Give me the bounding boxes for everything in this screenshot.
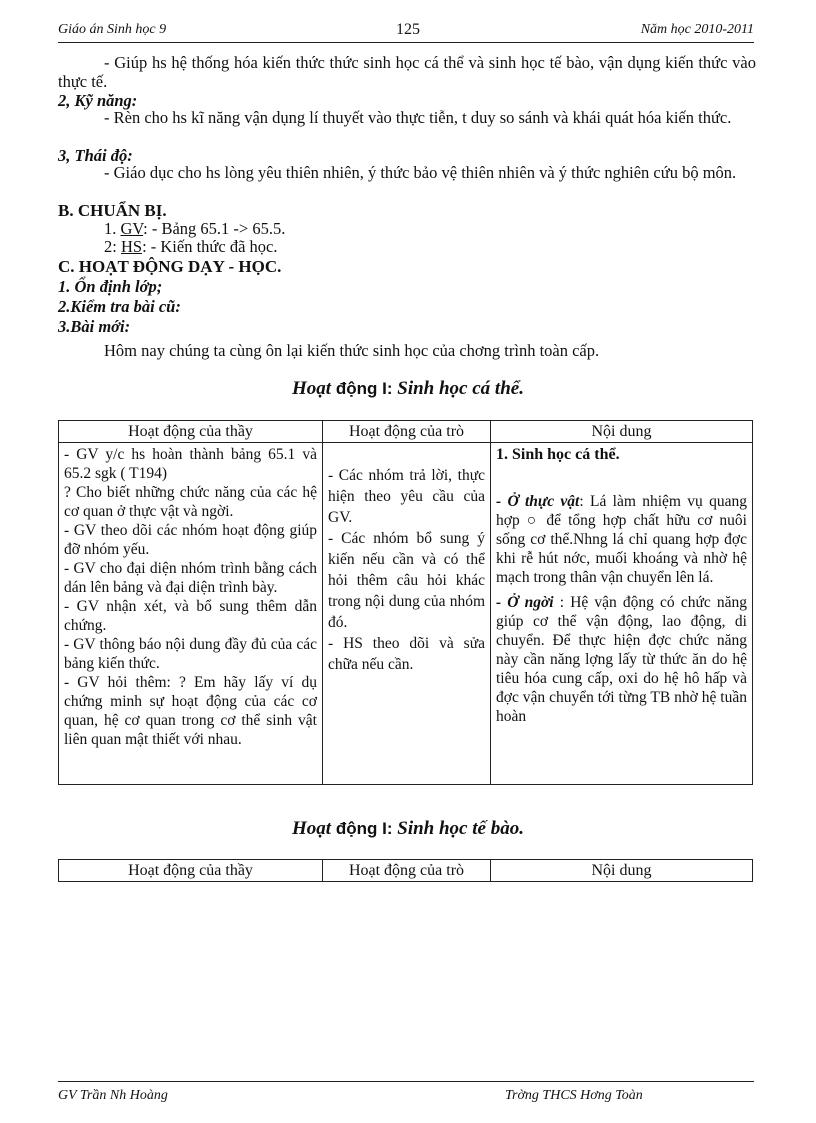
activity-1-table	[58, 420, 753, 785]
step-1-heading: 1. Ổn định lớp;	[58, 277, 163, 296]
footer-rule	[58, 1081, 754, 1082]
prep-item-teacher: 1. GV: - Bảng 65.1 -> 65.5.	[104, 219, 286, 238]
plant-paragraph: - Ở thực vật: Lá làm nhiệm vụ quang hợp ○ để tổng hợp chất hữu cơ nuôi sống cơ thể.Nhng lá chỉ quang hợp đợc khi rễ hút nớc, muối khoáng và nhờ hệ mạch trong thân vận chuyển lên lá.	[496, 493, 747, 586]
col-header-content: Nội dung	[491, 421, 753, 443]
col-header-teacher: Hoạt động của thầy	[59, 421, 323, 443]
attitude-heading: 3, Thái độ:	[58, 146, 133, 165]
col-header-student: Hoạt động của trò	[323, 421, 491, 443]
lesson-intro-text: Hôm nay chúng ta cùng ôn lại kiến thức sinh học của chơng trình toàn cấp.	[104, 341, 600, 360]
footer-teacher: GV Trần Nh Hoàng	[58, 1088, 168, 1103]
human-paragraph: - Ở ngời : Hệ vận động có chức năng giúp cơ thể vận động, lao động, di chuyển. Để thực hiện đợc chức năng này cần năng lợng lấy từ thức ăn do hệ tiêu hóa cung cấp, oxi do hệ hô hấp và đợc vận chuyển tới từng TB nhờ hệ tuần hoàn	[496, 594, 747, 725]
skills-text: - Rèn cho hs kĩ năng vận dụng lí thuyết vào thực tiễn, t duy so sánh và khái quát hóa kiến thức.	[104, 108, 732, 127]
page-number: 125	[396, 21, 420, 38]
col-header-student: Hoạt động của trò	[323, 860, 491, 882]
header-subject: Giáo án Sinh học 9	[58, 22, 167, 37]
content-cell	[491, 443, 753, 785]
prep-item-student: 2: HS: - Kiến thức đã học.	[104, 237, 278, 256]
section-b-title: B. CHUẨN BỊ.	[58, 201, 167, 220]
skills-heading: 2, Kỹ năng:	[58, 91, 138, 110]
attitude-text: - Giáo dục cho hs lòng yêu thiên nhiên, ý thức bảo vệ thiên nhiên và ý thức nghiên cứu bộ môn.	[104, 163, 737, 182]
section-c-title: C. HOẠT ĐỘNG DẠY - HỌC.	[58, 257, 282, 276]
col-header-content: Nội dung	[491, 860, 753, 882]
table-header-row	[59, 860, 753, 882]
teacher-activities-cell: - GV y/c hs hoàn thành bảng 65.1 và 65.2 sgk ( T194) ? Cho biết những chức năng của các hệ cơ quan ở thực vật và ngời. - GV theo dõi các nhóm hoạt động giúp đỡ nhóm yếu. - GV cho đại diện nhóm trình bằng cách dán lên bảng và đại diện trình bày. - GV nhận xét, và bổ sung thêm dẫn chứng. - GV thông báo nội dung đầy đủ của các bảng kiến thức. - GV hỏi thêm: ? Em hãy lấy ví dụ chứng minh sự hoạt động của các cơ quan, hệ cơ quan trong cơ thể sinh vật liên quan mật thiết với nhau.	[59, 443, 323, 785]
student-activities-cell: - Các nhóm trả lời, thực hiện theo yêu cầu của GV. - Các nhóm bổ sung ý kiến nếu cần và có thể hỏi thêm câu hỏi khác trong nội dung của nhóm đó. - HS theo dõi và sửa chữa nếu cần.	[323, 443, 491, 785]
header-school-year: Năm học 2010-2011	[640, 22, 754, 37]
header-rule	[58, 42, 754, 43]
activity-2-table	[58, 859, 753, 882]
content-title: 1. Sinh học cá thể.	[496, 446, 620, 463]
objective-knowledge-text: - Giúp hs hệ thống hóa kiến thức thức sinh học cá thể và sinh học tế bào, vận dụng kiến thức vào thực tế.	[58, 53, 756, 91]
col-header-teacher: Hoạt động của thầy	[59, 860, 323, 882]
footer-school: Trờng THCS Hơng Toàn	[505, 1088, 643, 1103]
table-row	[59, 443, 753, 785]
step-2-heading: 2.Kiểm tra bài cũ:	[58, 297, 181, 316]
activity-2-heading: Hoạt động I: Sinh học tế bào.	[292, 818, 524, 839]
activity-1-heading: Hoạt động I: Sinh học cá thể.	[292, 378, 524, 399]
step-3-heading: 3.Bài mới:	[58, 317, 131, 336]
table-header-row	[59, 421, 753, 443]
